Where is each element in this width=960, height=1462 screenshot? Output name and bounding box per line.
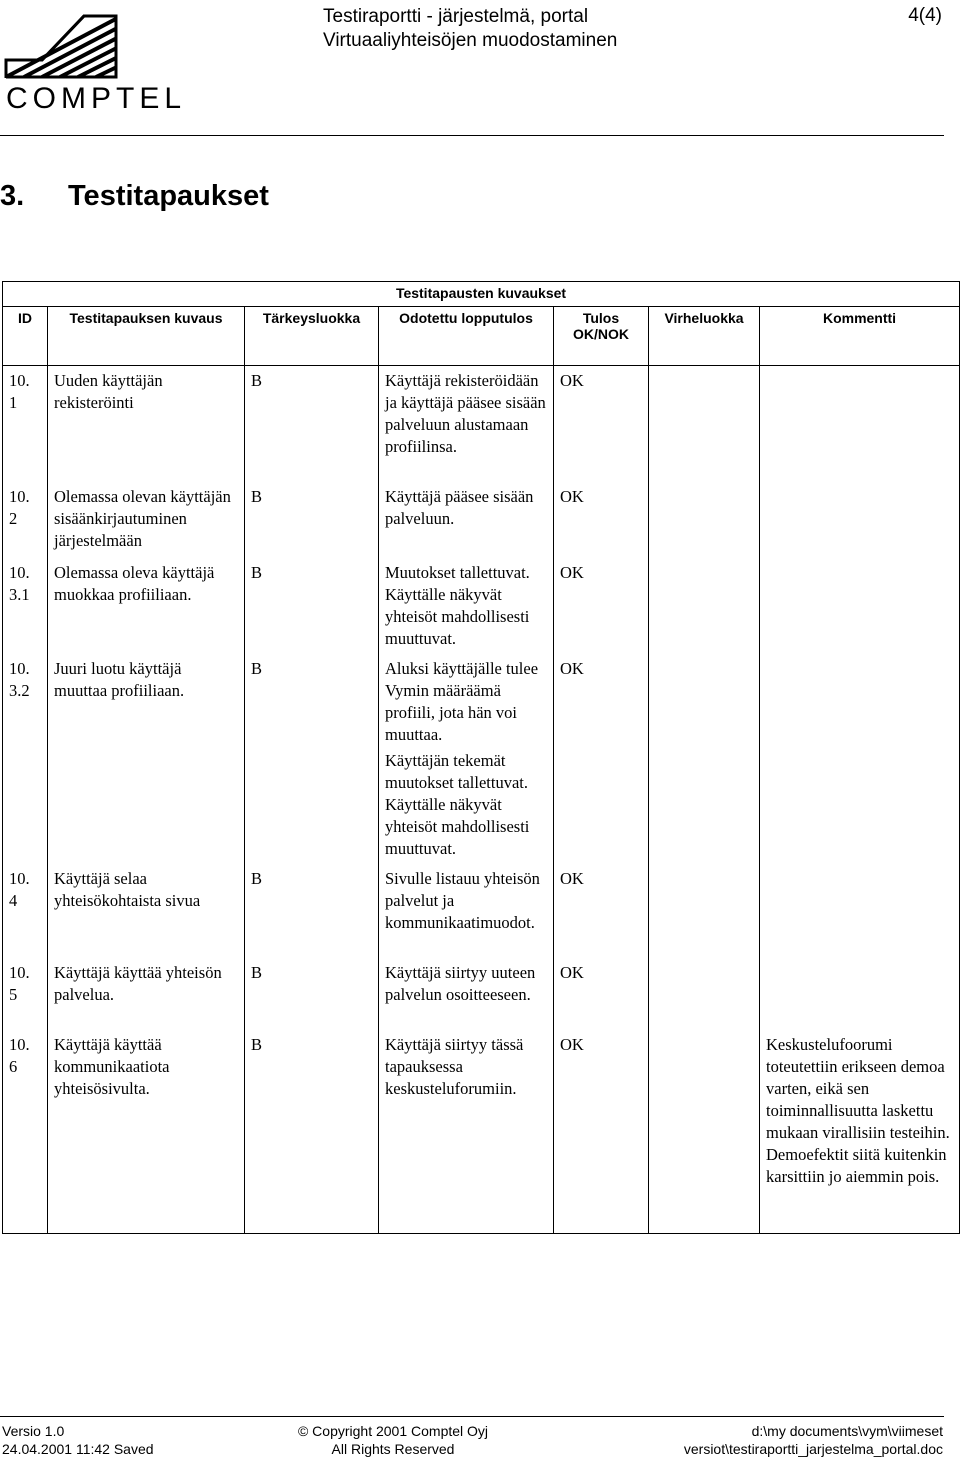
- footer-version: Versio 1.0: [2, 1423, 65, 1439]
- cell-id: [3, 864, 48, 958]
- cell-id: [3, 482, 48, 558]
- column-header-error-class: Virheluokka: [649, 307, 760, 366]
- document-header-title: [323, 5, 617, 53]
- expected-paragraph: Aluksi käyttäjälle tulee Vymin määräämä profiili, jota hän voi muuttaa.: [385, 658, 539, 744]
- cell-expected: Käyttäjä rekisteröidään ja käyttäjä pääsee sisään palveluun alustamaan profiilinsa.: [379, 366, 554, 482]
- column-header-priority: Tärkeysluokka: [245, 307, 379, 366]
- cell-description: Juuri luotu käyttäjä muuttaa profiiliaan.: [48, 654, 245, 864]
- cell-id: [3, 1030, 48, 1234]
- id-line2: 1: [9, 393, 18, 412]
- id-line2: 5: [9, 984, 18, 1004]
- cell-result: OK: [554, 366, 649, 482]
- expected-paragraph-extra: Käyttäjän tekemät muutokset tallettuvat. Käyttälle näkyvät yhteisöt mahdollisesti muuttuvat.: [385, 750, 530, 858]
- cell-priority: B: [245, 654, 379, 864]
- footer-path-line1: d:\my documents\vym\viimeset: [751, 1423, 943, 1439]
- header-title-line2: Virtuaaliyhteisöjen muodostaminen: [323, 30, 618, 51]
- test-case-table: [2, 281, 960, 1234]
- cell-priority: B: [245, 958, 379, 1030]
- cell-expected: Käyttäjä siirtyy tässä tapauksessa keskusteluforumiin.: [379, 1030, 554, 1234]
- cell-expected: [379, 654, 554, 864]
- footer-copyright-block: [287, 1422, 499, 1458]
- cell-result: OK: [554, 958, 649, 1030]
- cell-expected: Muutokset tallettuvat. Käyttälle näkyvät yhteisöt mahdollisesti muuttuvat.: [379, 558, 554, 654]
- cell-id: [3, 958, 48, 1030]
- section-heading: [0, 180, 269, 213]
- table-row: [3, 482, 960, 558]
- result-header-line1: Tulos: [582, 310, 620, 326]
- header-divider: [0, 135, 944, 136]
- column-header-description: Testitapauksen kuvaus: [48, 307, 245, 366]
- cell-description: Käyttäjä käyttää kommunikaatiota yhteisösivulta.: [48, 1030, 245, 1234]
- cell-comment: [760, 558, 960, 654]
- cell-error-class: [649, 366, 760, 482]
- id-line1: 10.: [9, 1034, 30, 1054]
- column-header-result: [554, 307, 649, 366]
- cell-priority: B: [245, 1030, 379, 1234]
- cell-priority: B: [245, 864, 379, 958]
- cell-id: [3, 654, 48, 864]
- section-title: Testitapaukset: [68, 180, 269, 212]
- id-line1: 10.: [9, 486, 30, 506]
- cell-comment: [760, 864, 960, 958]
- id-line1: 10.: [9, 562, 30, 582]
- cell-id: [3, 366, 48, 482]
- footer-divider: [0, 1416, 944, 1417]
- comptel-logo: [4, 2, 187, 115]
- page-number: 4(4): [908, 5, 942, 26]
- footer-copyright: Copyright 2001 Comptel Oyj: [312, 1423, 489, 1439]
- column-header-id: ID: [3, 307, 48, 366]
- result-header-line2: OK/NOK: [573, 326, 629, 342]
- id-line1: 10.: [9, 962, 30, 982]
- cell-error-class: [649, 558, 760, 654]
- id-line1: 10.: [9, 868, 30, 888]
- table-row: [3, 366, 960, 482]
- column-header-expected: Odotettu lopputulos: [379, 307, 554, 366]
- cell-comment: [760, 482, 960, 558]
- cell-error-class: [649, 958, 760, 1030]
- cell-comment: [760, 654, 960, 864]
- footer-path-block: [684, 1422, 943, 1458]
- table-row: [3, 1030, 960, 1234]
- cell-error-class: [649, 482, 760, 558]
- cell-expected: Sivulle listauu yhteisön palvelut ja kommunikaatimuodot.: [379, 864, 554, 958]
- cell-result: OK: [554, 654, 649, 864]
- table-row: [3, 864, 960, 958]
- footer-saved: 24.04.2001 11:42 Saved: [2, 1441, 154, 1457]
- cell-error-class: [649, 1030, 760, 1234]
- cell-id: [3, 558, 48, 654]
- cell-description: Olemassa oleva käyttäjä muokkaa profiiliaan.: [48, 558, 245, 654]
- cell-expected: Käyttäjä pääsee sisään palveluun.: [379, 482, 554, 558]
- cell-description: Käyttäjä käyttää yhteisön palvelua.: [48, 958, 245, 1030]
- footer-rights: All Rights Reserved: [331, 1441, 455, 1457]
- table-row: [3, 958, 960, 1030]
- id-line1: 10.: [9, 371, 30, 390]
- table-row: [3, 654, 960, 864]
- cell-result: OK: [554, 1030, 649, 1234]
- section-number: 3.: [0, 180, 25, 212]
- id-line2: 6: [9, 1056, 18, 1076]
- cell-description: Käyttäjä selaa yhteisökohtaista sivua: [48, 864, 245, 958]
- cell-error-class: [649, 864, 760, 958]
- cell-priority: B: [245, 558, 379, 654]
- id-line2: 2: [9, 508, 18, 528]
- footer-path-line2: versiot\testiraportti_jarjestelma_portal.doc: [683, 1441, 943, 1457]
- logo-graphic-icon: [4, 2, 152, 82]
- cell-comment: [760, 958, 960, 1030]
- copyright-icon: ©: [297, 1423, 309, 1439]
- id-line2: 3.1: [9, 584, 30, 604]
- table-caption: Testitapausten kuvaukset: [3, 282, 960, 307]
- cell-comment: [760, 366, 960, 482]
- cell-error-class: [649, 654, 760, 864]
- cell-description: Olemassa olevan käyttäjän sisäänkirjautuminen järjestelmään: [48, 482, 245, 558]
- id-line1: 10.: [9, 658, 30, 678]
- logo-text: COMPTEL: [6, 82, 187, 115]
- cell-comment: Keskustelufoorumi toteutettiin erikseen demoa varten, eikä sen toiminnallisuutta laskettu mukaan virallisiin testeihin. Demoefektit siitä kuitenkin karsittiin jo aiemmin pois.: [760, 1030, 960, 1234]
- id-line2: 3.2: [9, 680, 30, 700]
- header-title-line1: Testiraportti - järjestelmä, portal: [323, 6, 589, 27]
- table-row: [3, 558, 960, 654]
- cell-result: OK: [554, 864, 649, 958]
- cell-result: OK: [554, 482, 649, 558]
- id-line2: 4: [9, 890, 18, 910]
- cell-result: OK: [554, 558, 649, 654]
- cell-priority: B: [245, 366, 379, 482]
- footer-version-block: [2, 1422, 154, 1458]
- cell-priority: B: [245, 482, 379, 558]
- column-header-comment: Kommentti: [760, 307, 960, 366]
- cell-description: Uuden käyttäjän rekisteröinti: [48, 366, 245, 482]
- cell-expected: Käyttäjä siirtyy uuteen palvelun osoitteeseen.: [379, 958, 554, 1030]
